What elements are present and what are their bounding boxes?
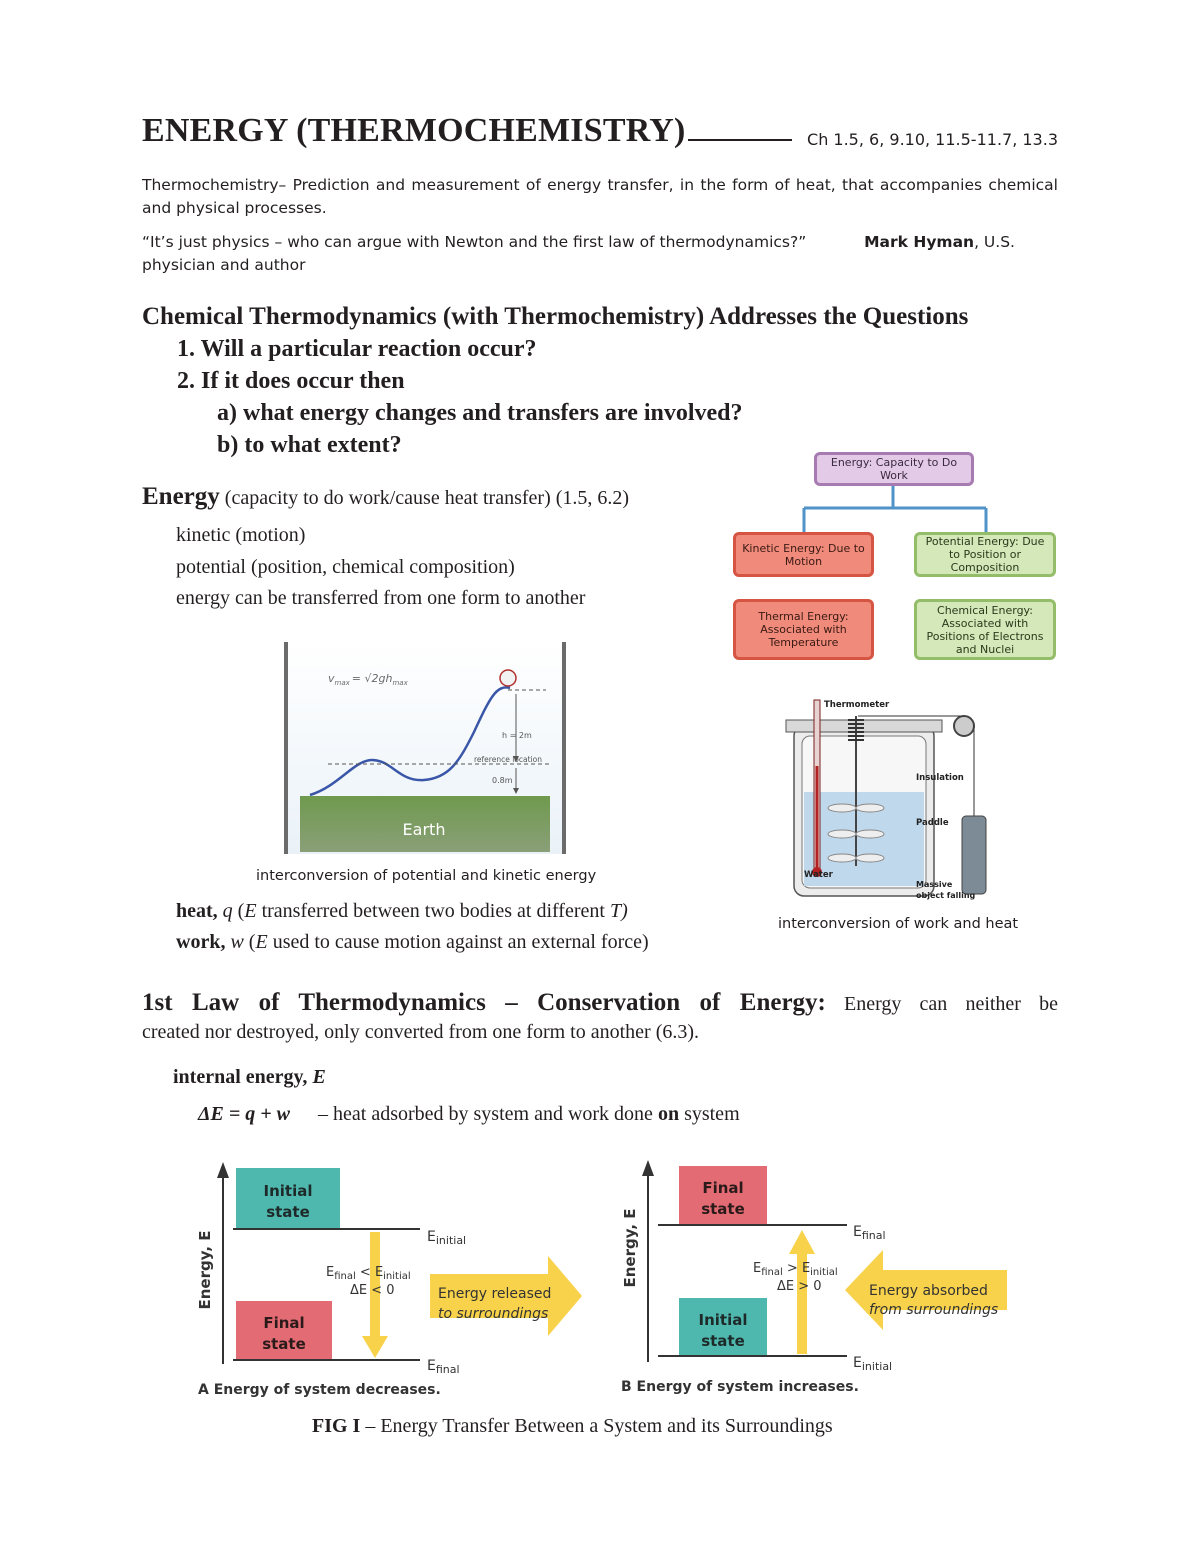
concept-thermal: Thermal Energy: Associated with Temperature (733, 599, 874, 660)
paddle-figure-caption: interconversion of work and heat (778, 916, 1019, 932)
energy-diagram-a (190, 1160, 590, 1405)
delta-a: ΔE < 0 (350, 1283, 395, 1298)
energy-diagram-b (615, 1158, 1015, 1403)
level-top-b: $E_{final}$ (853, 1224, 886, 1242)
arrow-text-a1: Energy released (438, 1286, 552, 1302)
diagram-b-label: B Energy of system increases. (621, 1379, 859, 1395)
final-state-b: Final (702, 1179, 744, 1197)
figure-caption-text: – Energy Transfer Between a System and its Surroundings (360, 1415, 833, 1437)
relation-b: $E_{final} > E_{initial}$ (753, 1261, 838, 1278)
insulation-label: Insulation (916, 773, 964, 783)
level-top-a: $E_{initial}$ (427, 1229, 467, 1247)
energy-definition-text: (capacity to do work/cause heat transfer) (1.5, 6.2) (219, 487, 630, 509)
quote (142, 231, 1058, 277)
arrow-text-a2: to surroundings (438, 1306, 549, 1322)
water-label: Water (804, 870, 833, 880)
initial-state-b-2: state (701, 1332, 745, 1350)
relation-a: $E_{final} < E_{initial}$ (326, 1265, 411, 1282)
question-2: 2. If it does occur then (177, 368, 405, 394)
question-1: 1. Will a particular reaction occur? (177, 336, 537, 362)
concept-potential: Potential Energy: Due to Position or Composition (914, 532, 1056, 577)
reference-label: reference location (474, 755, 542, 764)
height-label: h = 2m (502, 731, 532, 740)
thermochemistry-definition: Thermochemistry– Prediction and measurement of energy transfer, in the form of heat, that accompanies chemical and physical processes. (142, 176, 1058, 217)
concept-energy-root: Energy: Capacity to Do Work (814, 452, 974, 486)
first-law-line2: created nor destroyed, only converted from one form to another (6.3). (142, 1021, 700, 1043)
energy-term: Energy (142, 483, 220, 510)
diagram-a-label: A Energy of system decreases. (198, 1382, 441, 1398)
questions-heading: Chemical Thermodynamics (with Thermochemistry) Addresses the Questions (142, 303, 969, 330)
initial-state-b: Initial (698, 1311, 748, 1329)
velocity-formula: $v_{max} = √2gh_{max}$ (328, 672, 408, 687)
concept-chemical: Chemical Energy: Associated with Positions of Electrons and Nuclei (914, 599, 1056, 660)
energy-definition (142, 483, 629, 511)
figure-label: FIG I (312, 1415, 361, 1437)
massive-label-2: object falling (916, 891, 976, 900)
work-definition: work, w (E used to cause motion against an external force) (176, 931, 649, 953)
concept-kinetic: Kinetic Energy: Due to Motion (733, 532, 874, 577)
quote-author: Mark Hyman (864, 233, 975, 251)
ball-hill-figure (284, 642, 566, 854)
transfer-line: energy can be transferred from one form to another (176, 587, 586, 609)
level-bottom-b: $E_{initial}$ (853, 1355, 893, 1373)
first-law-equation: ΔE = q + w – heat adsorbed by system and work done on system (198, 1103, 740, 1125)
quote-author-desc: , U.S. physician and author (142, 233, 1015, 274)
question-2a: a) what energy changes and transfers are involved? (217, 400, 743, 426)
axis-label-a: Energy, E (196, 1230, 214, 1310)
chapter-references: Ch 1.5, 6, 9.10, 11.5-11.7, 13.3 (807, 130, 1058, 149)
ball-figure-caption: interconversion of potential and kinetic energy (256, 868, 597, 884)
delta-b: ΔE > 0 (777, 1279, 822, 1294)
figure-caption (312, 1415, 833, 1438)
initial-state-a-2: state (266, 1203, 310, 1221)
joule-apparatus-figure (778, 696, 1018, 906)
thermometer-label: Thermometer (824, 700, 890, 710)
first-law-line1 (142, 989, 1058, 1017)
first-law-heading: 1st Law of Thermodynamics – Conservation of Energy: (142, 989, 826, 1016)
final-state-a: Final (263, 1314, 305, 1332)
final-state-b-2: state (701, 1200, 745, 1218)
equation-text: ΔE = q + w (198, 1103, 291, 1125)
ground-label: Earth (402, 820, 446, 839)
arrow-text-b2: from surroundings (869, 1302, 999, 1318)
heat-definition: heat, q (E transferred between two bodies at different T) (176, 900, 628, 922)
potential-line: potential (position, chemical composition) (176, 556, 515, 578)
paddle-label: Paddle (916, 818, 949, 828)
first-law-text-a: Energy can neither be (825, 993, 1058, 1015)
axis-label-b: Energy, E (621, 1208, 639, 1288)
level-bottom-a: $E_{final}$ (427, 1358, 460, 1376)
internal-energy: internal energy, E (173, 1066, 326, 1088)
small-height-label: 0.8m (492, 776, 513, 785)
kinetic-line: kinetic (motion) (176, 524, 306, 546)
question-2b: b) to what extent? (217, 432, 402, 458)
massive-label-1: Massive (916, 880, 953, 889)
final-state-a-2: state (262, 1335, 306, 1353)
quote-text: “It’s just physics – who can argue with Newton and the first law of thermodynamics?” (142, 233, 807, 251)
page-title: ENERGY (THERMOCHEMISTRY) (142, 112, 792, 150)
arrow-text-b1: Energy absorbed (869, 1283, 988, 1299)
initial-state-a: Initial (263, 1182, 313, 1200)
